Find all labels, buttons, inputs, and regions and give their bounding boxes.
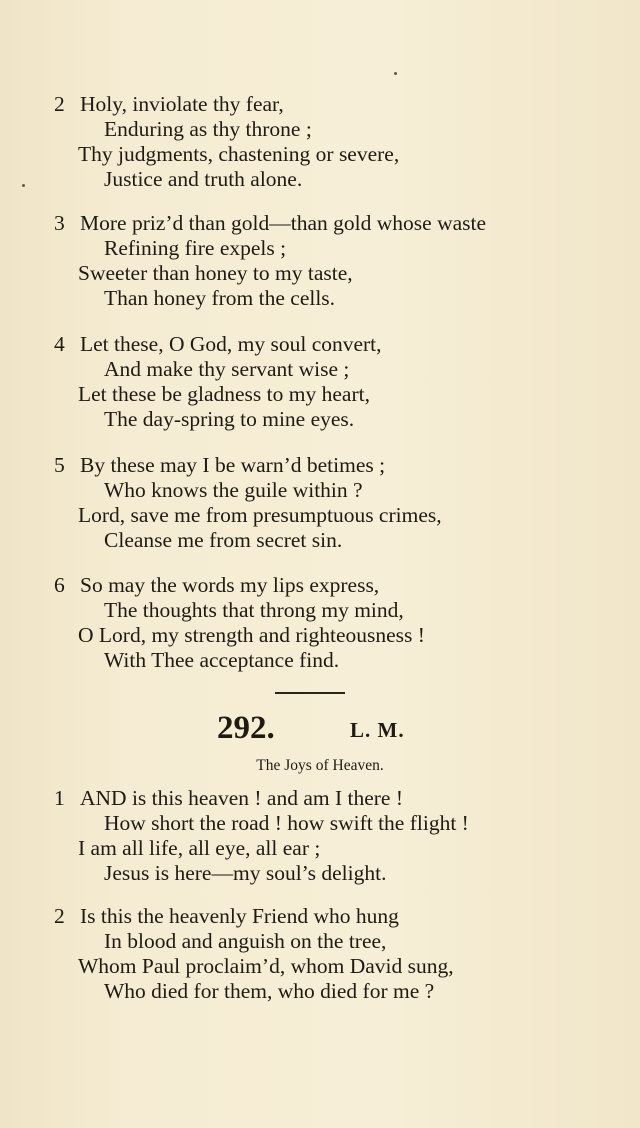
stanza-line: Than honey from the cells. bbox=[104, 286, 336, 310]
stanza-line: Who died for them, who died for me ? bbox=[104, 979, 435, 1003]
stanza-number: 3 bbox=[54, 211, 65, 235]
stanza-number: 2 bbox=[54, 904, 65, 928]
stanza-line: Justice and truth alone. bbox=[104, 167, 303, 191]
stanza-line: With Thee acceptance find. bbox=[104, 648, 340, 672]
stanza bbox=[54, 332, 614, 432]
stanza-line: Thy judgments, chastening or severe, bbox=[78, 142, 400, 166]
stanza-line: Enduring as thy throne ; bbox=[104, 117, 312, 141]
stanza-line: Holy, inviolate thy fear, bbox=[80, 92, 284, 116]
hymn-meter: L. M. bbox=[350, 718, 405, 742]
paper-speck bbox=[394, 72, 397, 75]
hymn-number: 292. bbox=[217, 710, 275, 746]
stanza-line: Sweeter than honey to my taste, bbox=[78, 261, 353, 285]
stanza-number: 2 bbox=[54, 92, 65, 116]
stanza bbox=[54, 573, 614, 673]
hymn-title: The Joys of Heaven. bbox=[256, 757, 384, 774]
stanza-line: And make thy servant wise ; bbox=[104, 357, 350, 381]
section-divider bbox=[275, 692, 345, 694]
stanza-number: 5 bbox=[54, 453, 65, 477]
stanza-line: So may the words my lips express, bbox=[80, 573, 380, 597]
stanza-line: O Lord, my strength and righteousness ! bbox=[78, 623, 425, 647]
stanza bbox=[54, 211, 614, 311]
stanza-line: Let these be gladness to my heart, bbox=[78, 382, 370, 406]
stanza-line: By these may I be warn’d betimes ; bbox=[80, 453, 386, 477]
stanza-line: More priz’d than gold—than gold whose waste bbox=[80, 211, 487, 235]
stanza-line: Is this the heavenly Friend who hung bbox=[80, 904, 399, 928]
stanza-line: AND is this heaven ! and am I there ! bbox=[80, 786, 403, 810]
stanza-line: How short the road ! how swift the flight ! bbox=[104, 811, 469, 835]
stanza-number: 6 bbox=[54, 573, 65, 597]
paper-speck bbox=[22, 184, 25, 187]
stanza-line: Jesus is here—my soul’s delight. bbox=[104, 861, 387, 885]
stanza-line: The thoughts that throng my mind, bbox=[104, 598, 404, 622]
stanza-line: Who knows the guile within ? bbox=[104, 478, 363, 502]
stanza bbox=[54, 92, 614, 192]
stanza bbox=[54, 453, 614, 553]
stanza-line: I am all life, all eye, all ear ; bbox=[78, 836, 321, 860]
stanza bbox=[54, 786, 614, 886]
stanza-line: Lord, save me from presumptuous crimes, bbox=[78, 503, 442, 527]
stanza-line: Refining fire expels ; bbox=[104, 236, 287, 260]
stanza-number: 4 bbox=[54, 332, 65, 356]
stanza-line: Cleanse me from secret sin. bbox=[104, 528, 343, 552]
stanza-line: The day-spring to mine eyes. bbox=[104, 407, 355, 431]
stanza-line: In blood and anguish on the tree, bbox=[104, 929, 387, 953]
stanza bbox=[54, 904, 614, 1004]
stanza-number: 1 bbox=[54, 786, 65, 810]
stanza-line: Let these, O God, my soul convert, bbox=[80, 332, 382, 356]
hymn-header bbox=[0, 708, 640, 748]
stanza-line: Whom Paul proclaim’d, whom David sung, bbox=[78, 954, 454, 978]
